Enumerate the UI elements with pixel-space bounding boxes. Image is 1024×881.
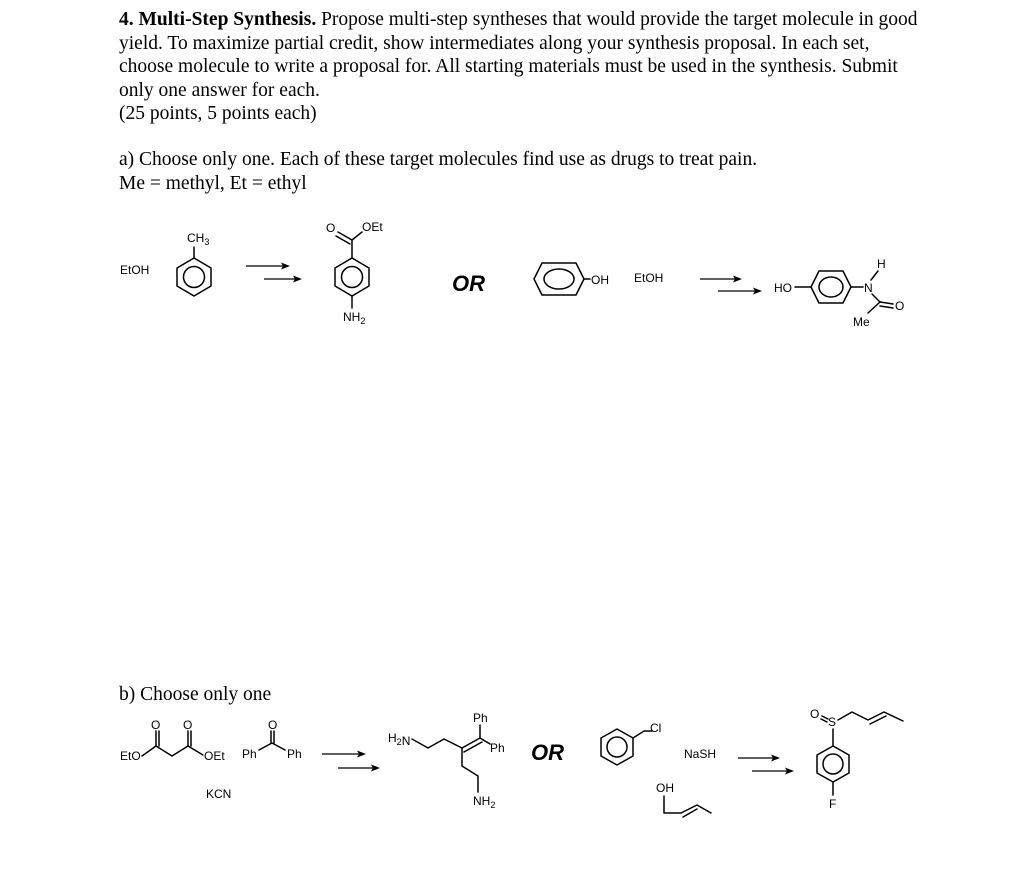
crotyl-chain [838, 712, 903, 721]
nh-bond [871, 271, 878, 280]
aromatic-circle [544, 269, 574, 289]
amine-label: $NH_2$ [343, 310, 366, 326]
nitrogen-label: N [864, 281, 873, 295]
aminoethyl-chain [462, 748, 478, 792]
amine-label-bottom: $NH_2$ [473, 794, 496, 810]
methyl-bond [868, 302, 880, 313]
aromatic-circle [342, 267, 363, 288]
ethanol-label-a1: EtOH [120, 263, 150, 277]
amine-label-top: $H_2N$ [388, 731, 411, 748]
or-divider-b: OR [531, 740, 564, 765]
phenyl-label-3: Ph [473, 711, 488, 725]
reaction-arrow-a1 [246, 263, 302, 283]
carbonyl-oxygen-1: O [151, 718, 161, 732]
hydroxyl-label: OH [591, 273, 609, 287]
phenol-structure [534, 263, 609, 295]
ester-oxygen-bond [352, 232, 362, 240]
phenyl-label-1: Ph [242, 747, 257, 761]
ethoxy-label: OEt [362, 220, 383, 234]
part-a-right-scheme [534, 257, 904, 329]
carbonyl-oxygen-label: O [326, 221, 336, 235]
question-instructions: Propose multi-step syntheses that would provide the target molecule in good yield. To maximize partial credit, show intermediates along your synthesis proposal. In each set, choose molecule to write a proposal for. All starting materials must be used in the synthesis. Submit only one answer for each. [119, 9, 918, 101]
ethoxy-left-label: EtO [120, 749, 141, 763]
or-divider-a: OR [452, 271, 485, 296]
methyl-label: $CH_3$ [187, 231, 210, 247]
carbonyl-double-bond [880, 302, 893, 304]
ketone-chain [259, 743, 285, 750]
crotyl-alcohol-structure [664, 796, 711, 817]
sulfur-label: S [828, 715, 837, 729]
part-a-heading: a) Choose only one. Each of these target molecules find use as drugs to treat pain. [119, 149, 758, 170]
part-a-left-scheme [120, 220, 383, 326]
aromatic-circle [184, 267, 205, 288]
toluene-structure [177, 231, 211, 296]
benzene-ring [601, 729, 633, 765]
diethyl-malonate-structure [120, 718, 225, 763]
question-title: Multi-Step Synthesis. [138, 9, 317, 30]
question-number: 4. [119, 9, 134, 30]
part-a-legend: Me = methyl, Et = ethyl [119, 172, 307, 194]
reaction-arrow-b2 [738, 755, 794, 775]
benzocaine-structure [326, 220, 383, 326]
aromatic-circle [819, 277, 843, 297]
part-b-heading: b) Choose only one [119, 684, 272, 705]
carbonyl-oxygen-label: O [895, 299, 905, 313]
part-b-right-scheme [601, 707, 903, 817]
phenyl-label-4: Ph [490, 741, 505, 755]
hydrogen-label: H [877, 257, 886, 271]
diamine-target-structure [388, 711, 505, 810]
paracetamol-structure [774, 257, 904, 329]
question-points: (25 points, 5 points each) [119, 103, 317, 125]
aromatic-circle [823, 754, 843, 774]
crotyl-chain [664, 796, 711, 813]
part-b-left-scheme [120, 711, 505, 810]
benzene-ring [817, 746, 849, 782]
alkene-bond [462, 738, 480, 748]
potassium-cyanide-label: KCN [206, 787, 232, 801]
benzene-ring [534, 263, 584, 295]
fluorine-label: F [829, 797, 837, 811]
hydroxyl-label: OH [656, 781, 674, 795]
aromatic-circle [607, 737, 627, 757]
sulfoxide-oxygen-label: O [810, 707, 820, 721]
aminopropyl-chain [412, 739, 462, 748]
carbonyl-oxygen-2: O [183, 718, 193, 732]
benzene-ring [177, 258, 211, 296]
chlorine-label: Cl [650, 721, 662, 735]
ethanol-label-a2: EtOH [634, 271, 664, 285]
sulfoxide-target-structure [810, 707, 903, 811]
benzene-ring [811, 271, 851, 303]
phenyl-label-2: Ph [287, 747, 302, 761]
reaction-arrow-b1 [322, 751, 380, 772]
ketone-oxygen-label: O [268, 718, 278, 732]
acyl-bond [872, 294, 880, 302]
malonate-chain [142, 746, 203, 756]
reaction-arrow-a2 [700, 276, 762, 295]
ethoxy-right-label: OEt [204, 749, 225, 763]
benzyl-chloride-structure [601, 721, 661, 765]
benzene-ring [335, 258, 369, 296]
dibenzyl-ketone-structure [242, 718, 302, 761]
methyl-label: Me [853, 315, 870, 329]
sodium-hydrosulfide-label: NaSH [684, 747, 717, 761]
hydroxy-label: HO [774, 281, 792, 295]
